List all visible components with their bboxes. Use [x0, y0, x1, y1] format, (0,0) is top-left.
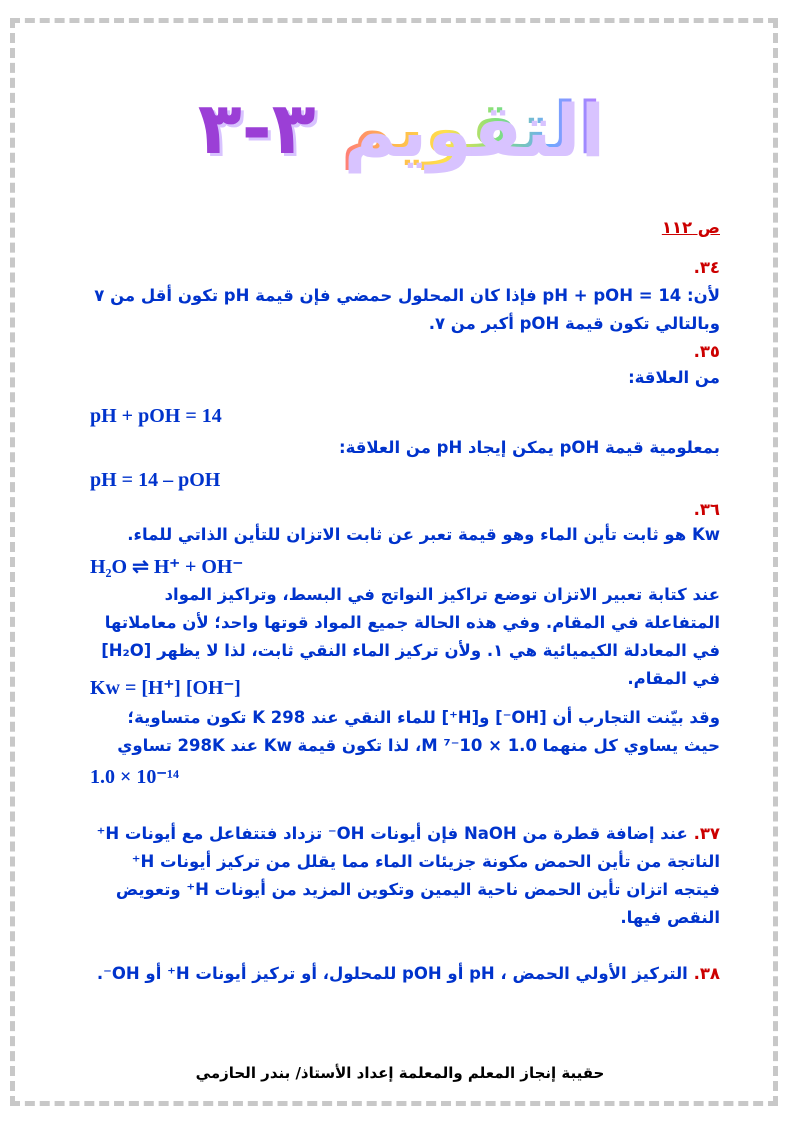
- q34-line1: لأن: pH + pOH = 14 فإذا كان المحلول حمضي فإن قيمة pH تكون أقل من ٧: [94, 286, 720, 305]
- q36-paragraph1: عند كتابة تعبير الاتزان توضع تراكيز النواتج في البسط، وتراكيز المواد المتفاعلة في المقام. وفي هذه الحالة جميع المواد قوتها واحد؛ لأن معاملاتها في المعادلة الكيميائية هي ١. ولأن تركيز الماء النقي ثابت، لذا لا يظهر [H₂O] في المقام.: [101, 585, 720, 688]
- title-word: التقويم: [340, 86, 603, 170]
- q35-equation1: pH + pOH = 14: [90, 405, 222, 427]
- q38-text: التركيز الأولي الحمض ، pH أو pOH للمحلول، أو تركيز أيونات H⁺ أو OH⁻.: [96, 964, 688, 983]
- footer: حقيبة إنجاز المعلم والمعلمة إعداد الأستاذ/ بندر الحازمي: [195, 1064, 605, 1082]
- page-reference: ص ١١٢: [661, 218, 720, 237]
- q36-line1: Kw هو ثابت تأين الماء وهو قيمة تعبر عن ثابت الاتزان للتأين الذاتي للماء.: [127, 525, 720, 544]
- q37-text: عند إضافة قطرة من NaOH فإن أيونات OH⁻ تزداد فتتفاعل مع أيونات H⁺ الناتجة من تأين الحمض مكونة جزيئات الماء مما يقلل من تركيز أيونات H⁺ فيتجه اتزان تأين الحمض ناحية اليمين وتكوين المزيد من أيونات H⁺ وتعويض النقص فيها.: [96, 824, 720, 927]
- q36-number: ٣٦.: [693, 500, 720, 519]
- q35-number: ٣٥.: [693, 342, 720, 361]
- q34-number: ٣٤.: [693, 258, 720, 277]
- q36-equation2: Kw = [H⁺] [OH⁻]: [90, 677, 241, 699]
- page-title: [0, 86, 800, 170]
- q37-number: ٣٧.: [693, 824, 720, 843]
- q35-line2: بمعلومية قيمة pOH يمكن إيجاد pH من العلاقة:: [339, 438, 720, 457]
- q36-paragraph2: وقد بيّنت التجارب أن [OH⁻] و[H⁺] للماء النقي عند 298 K تكون متساوية؛ حيث يساوي كل منهما 1.0 × 10⁻⁷ M، لذا تكون قيمة Kw عند 298K تساوي: [117, 708, 720, 755]
- q35-equation2: pH = 14 – pOH: [90, 469, 221, 491]
- q36-value: 1.0 × 10⁻¹⁴: [90, 766, 179, 788]
- q35-line1: من العلاقة:: [628, 368, 720, 387]
- q34-line2: وبالتالي تكون قيمة pOH أكبر من ٧.: [428, 314, 720, 333]
- title-number: ٣-٣: [197, 86, 316, 170]
- q36-equation1: H₂O ⇌ H⁺ + OH⁻: [90, 556, 244, 578]
- q38-number: ٣٨.: [693, 964, 720, 983]
